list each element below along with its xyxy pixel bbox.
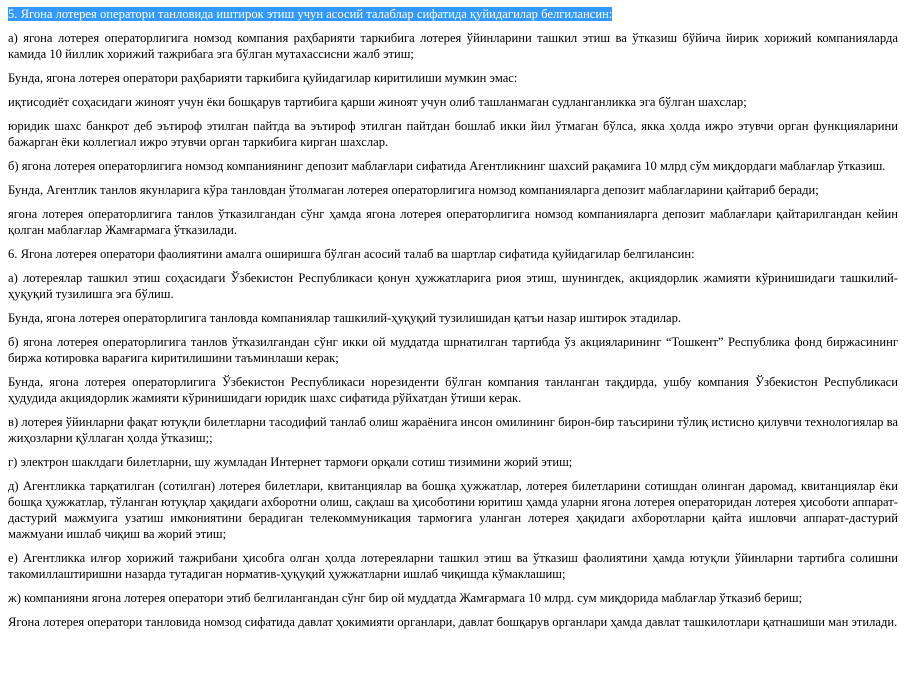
paragraph-6e: е) Агентликка илғор хорижий тажрибани ҳисобга олган ҳолда лотереяларни ташкил этиш ва ўтказиш фаолиятини ҳамда ютуқли ўйинларни тартибга солишни такомиллаштиришни назарда тутадиган норматив-ҳуқуқий ҳужжатларни ишлаб чиқишда кўмаклашиш; xyxy=(8,551,898,581)
paragraph-5a-item-2: юридик шахс банкрот деб эътироф этилган пайтда ва эътироф этилган пайтдан бошлаб икки йил ўтмаган бўлса, якка ҳолда ижро этувчи орган функцияларини бажарган ёки коллегиал ижро этувчи орган таркибига кирган шахслар. xyxy=(8,119,898,149)
section-5-heading xyxy=(8,6,898,22)
paragraph-6g: г) электрон шаклдаги билетларни, шу жумладан Интернет тармоғи орқали сотиш тизимини жорий этиш; xyxy=(8,455,573,469)
paragraph-6zh: ж) компанияни ягона лотерея оператори этиб белгилангандан сўнг бир ой муддатда Жамғармага 10 млрд. сум миқдорида маблағлар ўтказиб бериш; xyxy=(8,591,803,605)
paragraph-6b: б) ягона лотерея операторлигига танлов ўтказилгандан сўнг икки ой муддатда шрнатилган тартибда ўз акцияларининг “Тошкент” Республика фонд биржасининг биржа котировка варағига киритилишини таъминлаши керак; xyxy=(8,335,898,365)
paragraph-5a-item-1: иқтисодиёт соҳасидаги жиноят учун ёки бошқарув тартибига қарши жиноят учун олиб ташланмаган судланганликка эга бўлган шахслар; xyxy=(8,95,747,109)
section-6-heading: 6. Ягона лотерея оператори фаолиятини амалга оширишга бўлган асосий талаб ва шартлар сифатида қуйидагилар белгилансин: xyxy=(8,247,695,261)
selected-text[interactable]: 5. Ягона лотерея оператори танловида иштирок этиш учун асосий талаблар сифатида қуйидагилар белгилансин: xyxy=(8,7,613,21)
paragraph-6v: в) лотерея ўйинларни фақат ютуқли билетларни тасодифий танлаб олиш жараёнига инсон омилининг бирон-бир таъсирини тўлиқ истисно қилувчи технологиялар ва жиҳозларни қўллаган ҳолда ўтказиш;; xyxy=(8,415,898,445)
paragraph-5a: а) ягона лотерея операторлигига номзод компания раҳбарияти таркибига лотерея ўйинларини ташкил этиш ва ўтказиш бўйича йирик хорижий компанияларда камида 10 йиллик хорижий тажрибага эга бўлган мутахассисни жалб этиш; xyxy=(8,31,898,61)
paragraph-5a-note: Бунда, ягона лотерея оператори раҳбарияти таркибига қуйидагилар киритилиши мумкин эмас: xyxy=(8,71,518,85)
paragraph-5b-note: Бунда, Агентлик танлов якунларига кўра танловдан ўтолмаган лотерея операторлигига номзод компанияларга депозит маблағларини қайтариб беради; xyxy=(8,183,819,197)
paragraph-6a: а) лотереялар ташкил этиш соҳасидаги Ўзбекистон Республикаси қонун ҳужжатларига риоя этиш, шунингдек, акциядорлик жамияти кўринишидаги ташкилий-ҳуқуқий тузилишга эга бўлиш. xyxy=(8,271,898,301)
paragraph-5b: б) ягона лотерея операторлигига номзод компаниянинг депозит маблағлари сифатида Агентликнинг шахсий рақамига 10 млрд сўм миқдордаги маблағлар ўтказиш. xyxy=(8,159,886,173)
paragraph-6d: д) Агентликка тарқатилган (сотилган) лотерея билетлари, квитанциялар ва бошқа ҳужжатлар, лотерея билетларини сотишдан олинган даромад, квитанциялар ёки бошқа ҳужжатлар, тўланган ютуқлар ҳақидаги ахборотни олиш, сақлаш ва ҳисоботини юритиш ҳамда уларни ягона лотерея операторидан лотерея ҳисоботи аппарат-дастурий мажмуига узатиш имкониятини берадиган телекоммуникация тармоғига уланган лотерея ҳақидаги ахборотларни қайта ишловчи аппарат-дастурий мажмуани ишлаб чиқиш ва жорий этиш; xyxy=(8,479,898,541)
paragraph-final: Ягона лотерея оператори танловида номзод сифатида давлат ҳокимияти органлари, давлат бошқарув органлари ҳамда давлат ташкилотлари қатнашиши ман этилади. xyxy=(8,615,898,629)
paragraph-6b-note: Бунда, ягона лотерея операторлигига Ўзбекистон Республикаси норезиденти бўлган компания танланган тақдирда, ушбу компания Ўзбекистон Республикаси ҳудудида акциядорлик жамияти кўринишидаги юридик шахс сифатида рўйхатдан ўтиши керак. xyxy=(8,375,898,405)
paragraph-6a-note: Бунда, ягона лотерея операторлигига танловда компаниялар ташкилий-ҳуқуқий тузилишидан қатъи назар иштирок этадилар. xyxy=(8,311,682,325)
paragraph-5b-remainder: ягона лотерея операторлигига танлов ўтказилгандан сўнг ҳамда ягона лотерея операторлигига номзод компанияларга депозит маблағлари қайтарилгандан кейин қолган маблағлар Жамғармага ўтказилади. xyxy=(8,207,898,237)
